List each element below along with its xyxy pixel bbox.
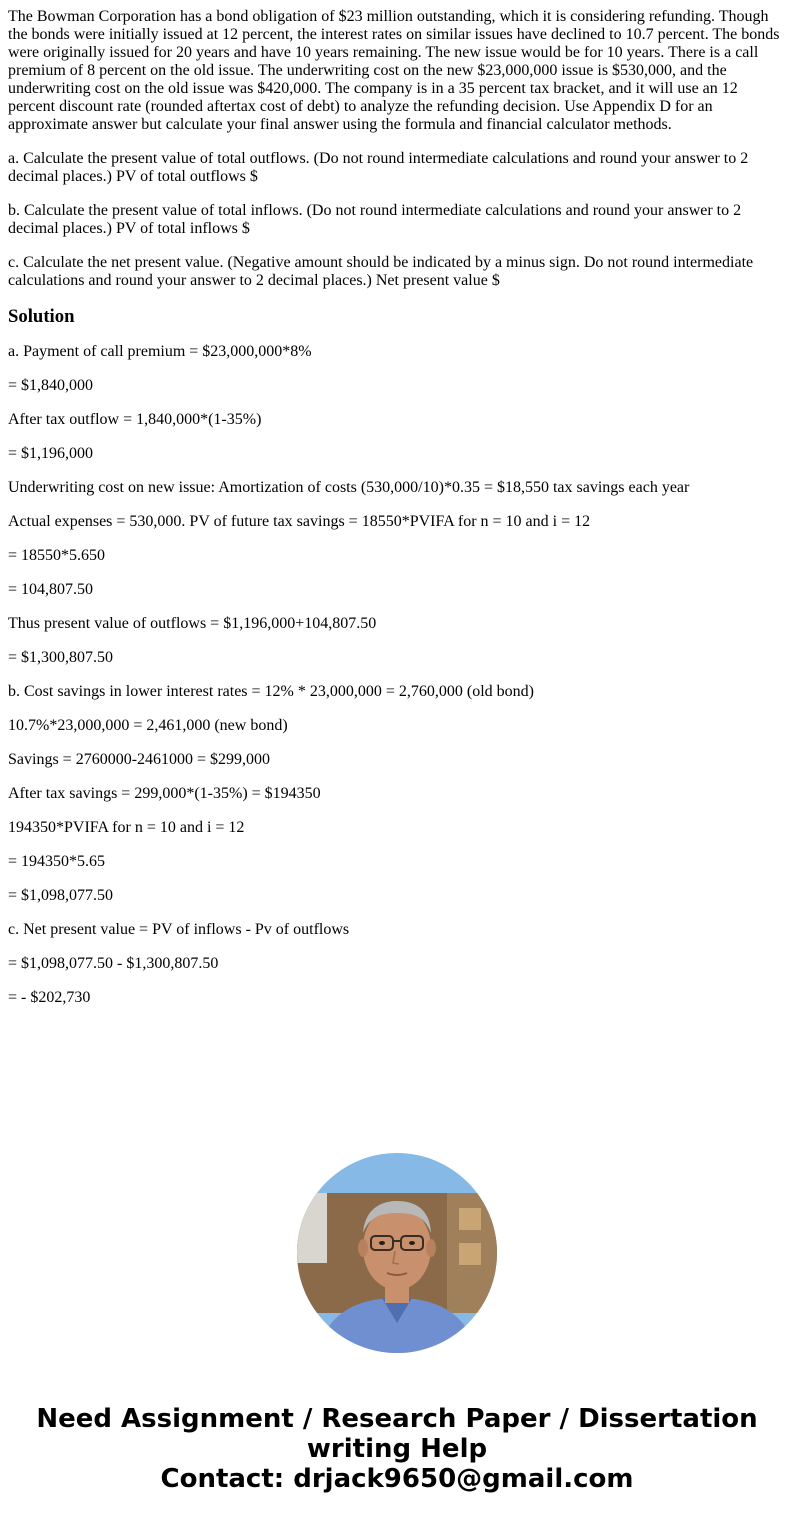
solution-step: = - $202,730 — [8, 989, 91, 1006]
question-part-a: a. Calculate the present value of total outflows. (Do not round intermediate calculations and round your answer to 2 decimal places.) PV of total outflows $ — [8, 150, 749, 185]
solution-step: = 104,807.50 — [8, 581, 94, 598]
solution-step: Actual expenses = 530,000. PV of future tax savings = 18550*PVIFA for n = 10 and i = 12 — [8, 513, 591, 530]
solution-step: = 18550*5.650 — [8, 547, 106, 564]
question-intro: The Bowman Corporation has a bond obligation of $23 million outstanding, which it is considering refunding. Though the bonds were initially issued at 12 percent, the interest rates on similar issues have declined to 10.7 percent. The bonds were originally issued for 20 years and have 10 years remaining. The new issue would be for 10 years. There is a call premium of 8 percent on the old issue. The underwriting cost on the new $23,000,000 issue is $530,000, and the underwriting cost on the old issue was $420,000. The company is in a 35 percent tax bracket, and it will use an 12 percent discount rate (rounded aftertax cost of debt) to analyze the refunding decision. Use Appendix D for an approximate answer but calculate your final answer using the formula and financial calculator methods. — [8, 8, 780, 133]
solution-step: = $1,098,077.50 - $1,300,807.50 — [8, 955, 219, 972]
question-part-c: c. Calculate the net present value. (Negative amount should be indicated by a minus sign. Do not round intermediate calculations and round your answer to 2 decimal places.) Net present value $ — [8, 254, 754, 289]
solution-step: a. Payment of call premium = $23,000,000*8% — [8, 343, 312, 360]
solution-step: 194350*PVIFA for n = 10 and i = 12 — [8, 819, 245, 836]
solution-step: = 194350*5.65 — [8, 853, 106, 870]
solution-step: Thus present value of outflows = $1,196,000+104,807.50 — [8, 615, 377, 632]
solution-step: = $1,098,077.50 — [8, 887, 114, 904]
promo-line: writing Help — [306, 1434, 488, 1464]
solution-steps — [8, 343, 786, 1007]
solution-step: = $1,196,000 — [8, 445, 94, 462]
solution-step: b. Cost savings in lower interest rates = 12% * 23,000,000 = 2,760,000 (old bond) — [8, 683, 534, 700]
promo-banner — [0, 1404, 794, 1494]
document-body — [8, 8, 786, 1023]
avatar-portrait-icon — [297, 1153, 497, 1353]
solution-step: Underwriting cost on new issue: Amortization of costs (530,000/10)*0.35 = $18,550 tax savings each year — [8, 479, 690, 496]
question-part-b: b. Calculate the present value of total inflows. (Do not round intermediate calculations and round your answer to 2 decimal places.) PV of total inflows $ — [8, 202, 742, 237]
solution-step: = $1,840,000 — [8, 377, 94, 394]
solution-step: After tax savings = 299,000*(1-35%) = $194350 — [8, 785, 321, 802]
promo-line: Need Assignment / Research Paper / Dissertation — [36, 1404, 758, 1434]
solution-step: 10.7%*23,000,000 = 2,461,000 (new bond) — [8, 717, 288, 734]
solution-step: After tax outflow = 1,840,000*(1-35%) — [8, 411, 262, 428]
solution-step: c. Net present value = PV of inflows - Pv of outflows — [8, 921, 350, 938]
solution-heading: Solution — [8, 306, 75, 327]
solution-step: = $1,300,807.50 — [8, 649, 114, 666]
promo-contact: Contact: drjack9650@gmail.com — [160, 1464, 634, 1494]
solution-step: Savings = 2760000-2461000 = $299,000 — [8, 751, 271, 768]
author-avatar — [297, 1153, 497, 1353]
